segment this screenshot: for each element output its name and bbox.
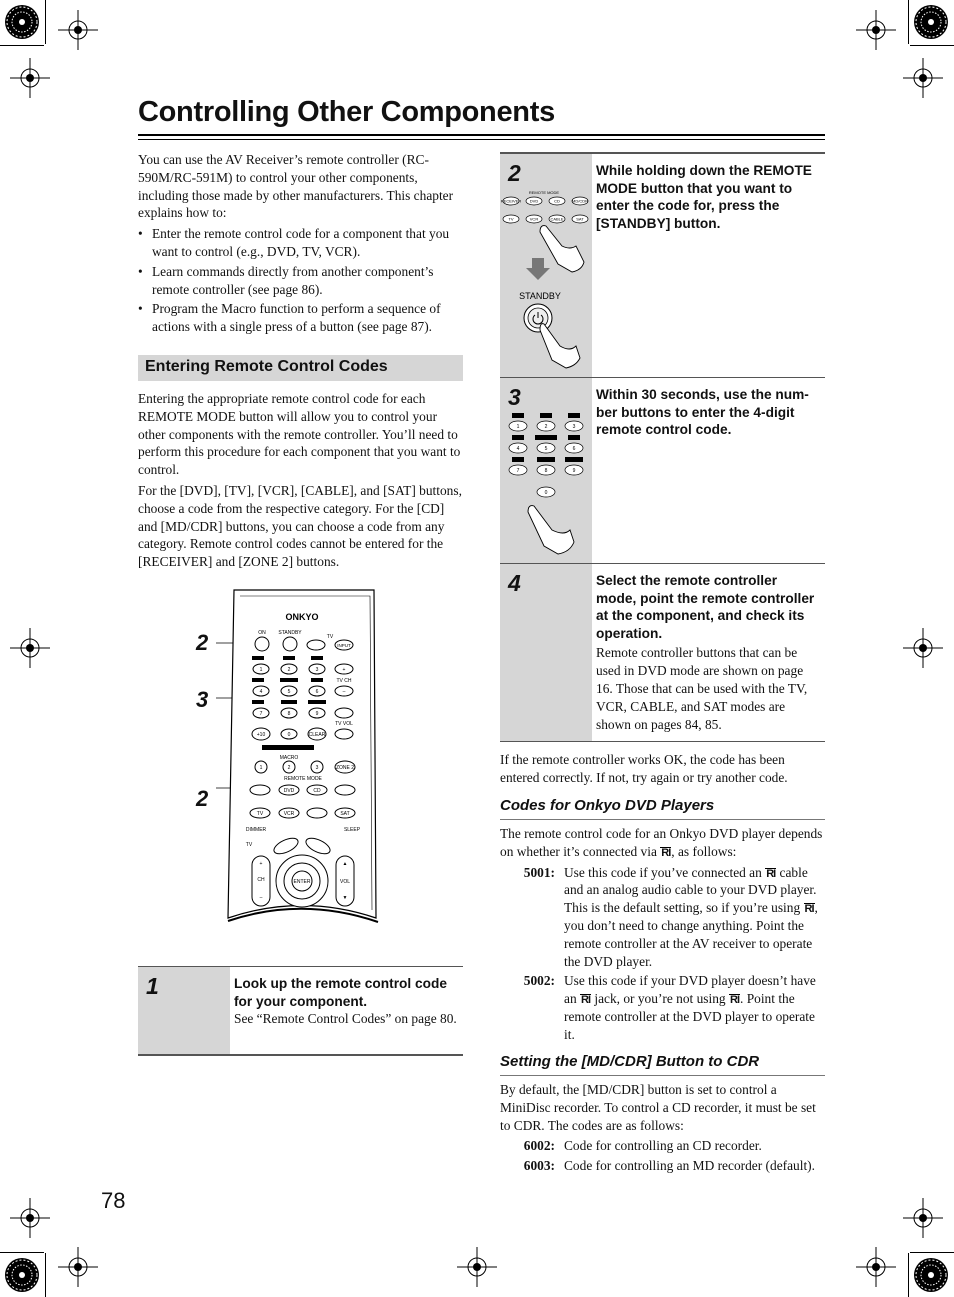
dvd-intro: , as follows: bbox=[671, 843, 737, 859]
svg-text:VOL: VOL bbox=[339, 879, 351, 885]
svg-text:TV VOL: TV VOL bbox=[335, 721, 353, 727]
svg-text:REMOTE MODE: REMOTE MODE bbox=[284, 776, 322, 782]
remote-controller-illustration bbox=[212, 588, 382, 933]
code-text: cable and an analog audio cable to your DVD player. This is the default setting, so if you’re using bbox=[564, 864, 817, 916]
svg-text:SAT: SAT bbox=[576, 216, 584, 222]
remote-mode-illustration bbox=[500, 184, 592, 374]
ri-icon: RI bbox=[581, 994, 590, 1007]
code-text: , you don’t need to change anything. Point the remote controller at the AV receiver to operate the DVD player. bbox=[564, 900, 818, 969]
svg-text:7: 7 bbox=[516, 468, 520, 474]
mdcdr-intro: By default, the [MD/CDR] button is set to control a MiniDisc recorder. To control a CD recorder, it must be set to CDR. The codes are as follows: bbox=[500, 1082, 816, 1133]
svg-text:–: – bbox=[342, 689, 346, 695]
list-item: • Program the Macro function to perform a sequence of actions with a single press of a button (see page 87). bbox=[138, 300, 464, 336]
svg-text:1: 1 bbox=[516, 424, 520, 430]
svg-text:ZONE 2: ZONE 2 bbox=[335, 765, 355, 771]
svg-text:0: 0 bbox=[544, 490, 548, 496]
ri-icon: RI bbox=[804, 903, 814, 916]
step-number: 3 bbox=[508, 384, 521, 410]
step-bottom-rule bbox=[138, 1054, 463, 1056]
list-item: • Learn commands directly from another component’s remote controller (see page 86). bbox=[138, 263, 464, 299]
subsection-heading: Codes for Onkyo DVD Players bbox=[500, 797, 715, 814]
svg-text:CLEAR: CLEAR bbox=[308, 732, 326, 738]
svg-text:–: – bbox=[259, 895, 263, 901]
svg-text:SLEEP: SLEEP bbox=[343, 827, 361, 833]
svg-text:CH: CH bbox=[257, 877, 265, 883]
step-number-cell bbox=[138, 967, 230, 1054]
code-description: Code for controlling an MD recorder (default). bbox=[564, 1158, 815, 1174]
svg-text:6: 6 bbox=[315, 689, 319, 695]
svg-text:TV CH: TV CH bbox=[336, 678, 352, 684]
code-value: 6002: bbox=[523, 1138, 555, 1154]
code-description bbox=[555, 864, 826, 971]
subsection-rule bbox=[500, 1075, 825, 1076]
dvd-codes-block bbox=[500, 825, 826, 1044]
intro-paragraph: You can use the AV Receiver’s remote controller (RC-590M/RC-591M) to control your other components, including those made by other manufacturers. This chapter explains how to: bbox=[138, 152, 454, 221]
step-number-cell bbox=[500, 154, 592, 377]
code-value: 5001: bbox=[523, 864, 555, 880]
title-rule-thin bbox=[138, 139, 825, 140]
step-number: 4 bbox=[508, 570, 521, 596]
svg-text:1: 1 bbox=[259, 667, 263, 673]
step-3 bbox=[500, 378, 825, 563]
svg-text:STANDBY: STANDBY bbox=[278, 630, 302, 636]
step-number: 1 bbox=[146, 973, 159, 999]
svg-text:3: 3 bbox=[572, 424, 576, 430]
svg-text:CD: CD bbox=[313, 788, 321, 794]
number-keypad-illustration bbox=[500, 408, 592, 563]
step-1 bbox=[138, 967, 463, 1054]
svg-text:▼: ▼ bbox=[342, 895, 348, 901]
svg-text:8: 8 bbox=[544, 468, 548, 474]
step-4 bbox=[500, 564, 825, 741]
section-paragraph: Entering the appropriate remote control code for each REMOTE MODE button will allow you to control your other components with the remote controller. You’ll need to perform this procedure for each component that you want to control. bbox=[138, 391, 461, 478]
page-number: 78 bbox=[101, 1188, 126, 1213]
svg-text:5: 5 bbox=[544, 446, 548, 452]
code-description bbox=[555, 972, 826, 1043]
list-item: • Enter the remote control code for a component that you want to control (e.g., DVD, TV, VCR). bbox=[138, 225, 464, 261]
step-instruction: Select the remote controller mode, point the remote controller at the component, and check its operation. bbox=[596, 573, 815, 641]
svg-text:TV: TV bbox=[245, 842, 253, 848]
step-note: Remote controller buttons that can be used in DVD mode are shown on page 16. Those that can be used with the TV, VCR, CABLE, and SAT modes are shown on pages 84, 85. bbox=[596, 645, 808, 732]
illustration-label: REMOTE MODE bbox=[528, 190, 560, 195]
svg-text:2: 2 bbox=[287, 667, 291, 673]
svg-text:1: 1 bbox=[259, 765, 263, 771]
section-heading-bar bbox=[138, 355, 463, 381]
ri-icon: RI bbox=[661, 846, 671, 859]
code-value: 5002: bbox=[523, 973, 555, 989]
intro-bullets bbox=[138, 225, 464, 336]
svg-text:DVD: DVD bbox=[283, 788, 295, 794]
page-title: Controlling Other Components bbox=[138, 96, 555, 128]
svg-text:DIMMER: DIMMER bbox=[245, 827, 267, 833]
svg-text:4: 4 bbox=[259, 689, 263, 695]
step-instruction: While holding down the REMOTE MODE button that you want to enter the code for, press the [STANDBY] button. bbox=[596, 163, 812, 231]
step-text bbox=[230, 967, 463, 1054]
svg-text:STANDBY: STANDBY bbox=[519, 291, 561, 301]
callout-number: 3 bbox=[196, 687, 209, 712]
svg-text:MD/CDR: MD/CDR bbox=[572, 198, 588, 204]
svg-text:+10: +10 bbox=[256, 732, 266, 738]
list-item bbox=[500, 864, 826, 971]
svg-text:5: 5 bbox=[287, 689, 291, 695]
section-heading: Entering Remote Control Codes bbox=[145, 358, 388, 375]
svg-text:ENTER: ENTER bbox=[293, 879, 311, 885]
step-note: See “Remote Control Codes” on page 80. bbox=[234, 1011, 457, 1027]
svg-text:ON: ON bbox=[258, 630, 266, 636]
step-number: 2 bbox=[508, 160, 521, 186]
step-instruction: Within 30 seconds, use the number buttons to enter the 4-digit remote control code. bbox=[596, 387, 809, 438]
svg-text:TV: TV bbox=[326, 634, 334, 640]
code-text: Use this code if you’ve connected an bbox=[564, 864, 762, 880]
step-number-cell bbox=[500, 378, 592, 563]
step-bottom-rule bbox=[500, 741, 825, 742]
step-text bbox=[592, 564, 825, 741]
code-text: Use this code if your DVD player doesn’t have an bbox=[564, 973, 816, 1007]
after-steps-text: If the remote controller works OK, the code has been entered correctly. If not, try again or try another code. bbox=[500, 752, 788, 785]
svg-text:9: 9 bbox=[572, 468, 576, 474]
svg-text:RECEIVER: RECEIVER bbox=[500, 198, 522, 204]
svg-text:CD: CD bbox=[554, 198, 560, 204]
step-instruction: Look up the remote control code for your component. bbox=[234, 976, 447, 1009]
svg-text:2: 2 bbox=[544, 424, 548, 430]
section-body bbox=[138, 390, 464, 574]
svg-text:8: 8 bbox=[287, 711, 291, 717]
subsection-heading: Setting the [MD/CDR] Button to CDR bbox=[500, 1053, 760, 1070]
svg-text:0: 0 bbox=[287, 732, 291, 738]
svg-text:VCR: VCR bbox=[283, 811, 295, 817]
subsection-rule bbox=[500, 819, 825, 820]
svg-text:DVD: DVD bbox=[529, 198, 539, 204]
intro-block bbox=[138, 151, 464, 338]
svg-text:+: + bbox=[259, 861, 263, 867]
ri-icon: RI bbox=[766, 867, 776, 880]
svg-text:4: 4 bbox=[516, 446, 520, 452]
list-item bbox=[500, 1157, 826, 1175]
dvd-intro: The remote control code for an Onkyo DVD player depends on whether it’s connected via bbox=[500, 826, 823, 859]
callout-number: 2 bbox=[196, 786, 209, 811]
section-paragraph: For the [DVD], [TV], [VCR], [CABLE], and [SAT] buttons, choose a code from the respective category. For the [CD] and [MD/CDR] buttons, you can choose a code from any category. Remote control codes cannot be entered for the [RECEIVER] and [ZONE 2] buttons. bbox=[138, 482, 462, 570]
step-text bbox=[592, 154, 825, 377]
code-value: 6003: bbox=[523, 1158, 555, 1174]
svg-text:CABLE: CABLE bbox=[550, 216, 564, 222]
svg-text:3: 3 bbox=[315, 667, 319, 673]
svg-text:TV: TV bbox=[256, 811, 264, 817]
svg-text:9: 9 bbox=[315, 711, 319, 717]
ri-icon: RI bbox=[730, 994, 739, 1007]
step-2 bbox=[500, 154, 825, 377]
list-item bbox=[500, 1137, 826, 1155]
svg-text:ONKYO: ONKYO bbox=[285, 612, 319, 622]
step-number-cell bbox=[500, 564, 592, 741]
code-text: jack, or you’re not using bbox=[594, 991, 726, 1007]
callout-number: 2 bbox=[196, 630, 209, 655]
svg-text:6: 6 bbox=[572, 446, 576, 452]
svg-text:+: + bbox=[342, 667, 346, 673]
step-text bbox=[592, 378, 825, 563]
title-rule bbox=[138, 134, 825, 136]
svg-text:▲: ▲ bbox=[342, 861, 348, 867]
svg-text:2: 2 bbox=[287, 765, 291, 771]
code-description: Code for controlling an CD recorder. bbox=[564, 1138, 762, 1154]
list-item bbox=[500, 972, 826, 1043]
svg-text:3: 3 bbox=[315, 765, 319, 771]
mdcdr-block bbox=[500, 1081, 826, 1175]
svg-text:MACRO: MACRO bbox=[279, 755, 299, 761]
svg-text:SAT: SAT bbox=[340, 811, 350, 817]
code-text: . Point the remote controller at the DVD player to operate it. bbox=[564, 991, 815, 1042]
svg-text:TV: TV bbox=[508, 216, 514, 222]
svg-text:VCR: VCR bbox=[529, 216, 539, 222]
svg-text:7: 7 bbox=[259, 711, 263, 717]
svg-text:INPUT: INPUT bbox=[337, 643, 351, 648]
